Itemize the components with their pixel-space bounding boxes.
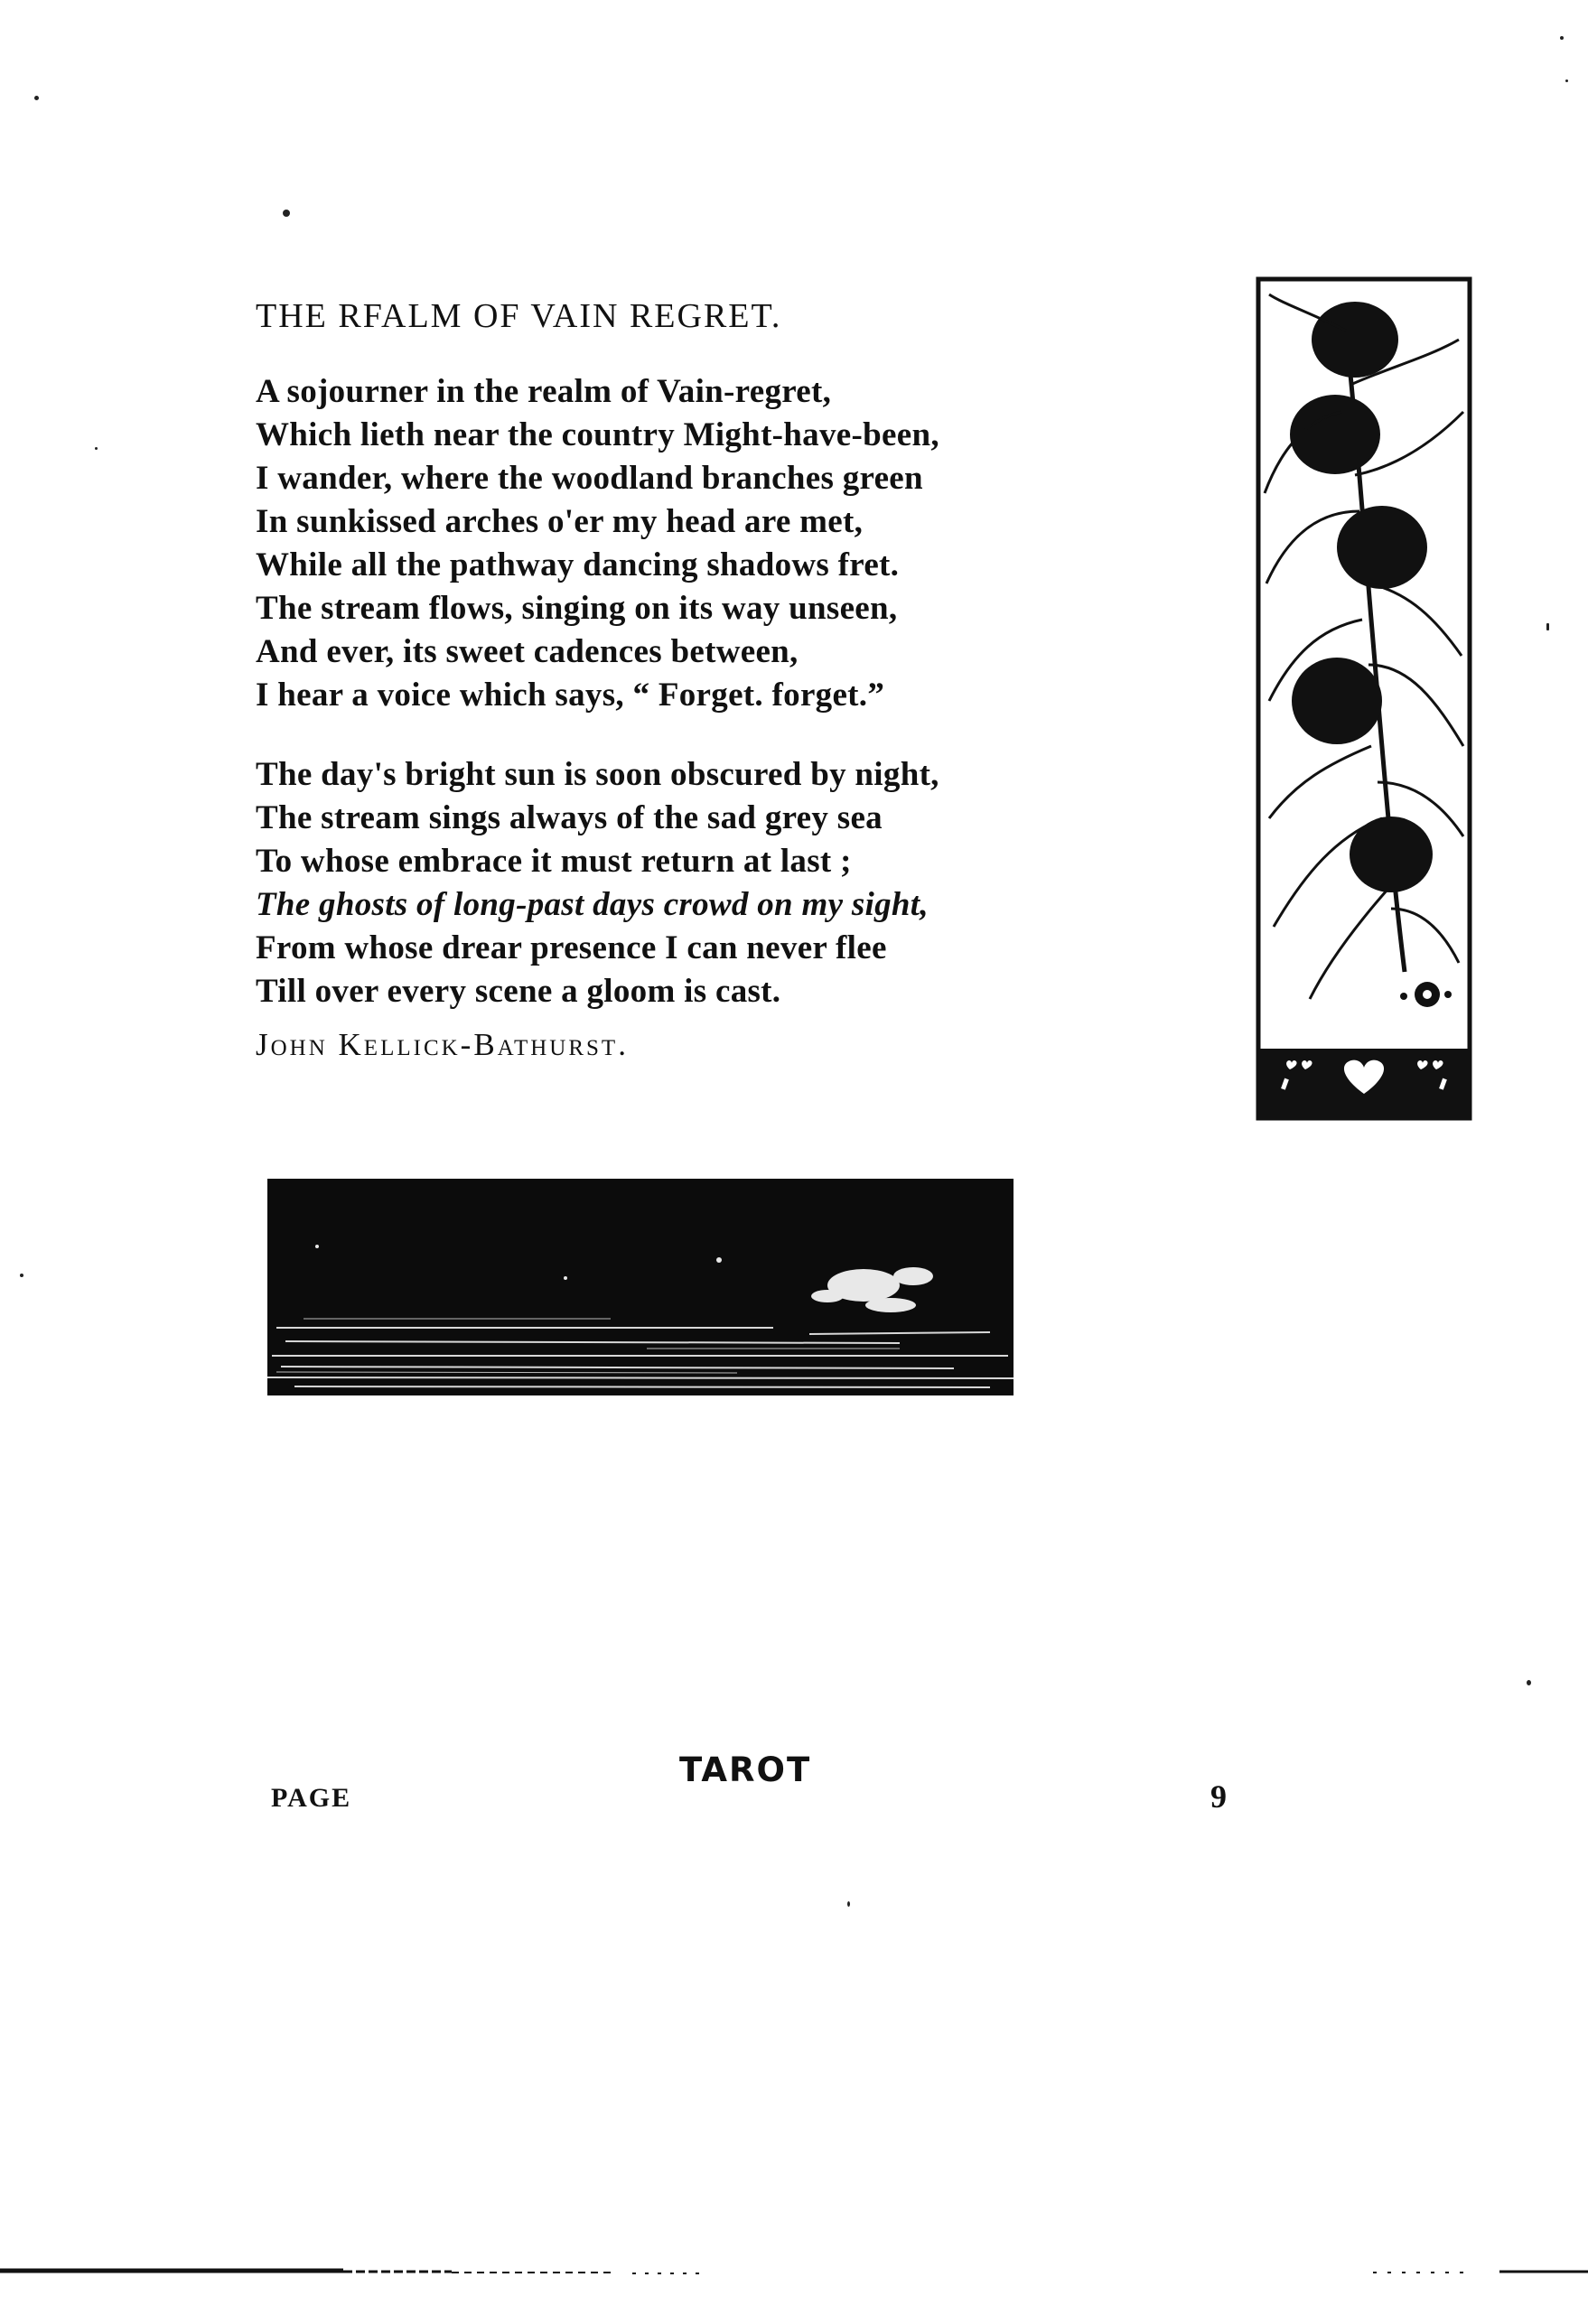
poem-line: The stream flows, singing on its way unseen, — [256, 590, 898, 627]
scan-speck — [1546, 623, 1549, 630]
scan-speck — [1565, 79, 1568, 82]
page-number: 9 — [1210, 1778, 1227, 1815]
poem-line: In sunkissed arches o'er my head are met, — [256, 503, 864, 540]
poem-line: I wander, where the woodland branches green — [256, 460, 923, 497]
poem-line: And ever, its sweet cadences between, — [256, 633, 799, 670]
poem-line: Till over every scene a gloom is cast. — [256, 973, 781, 1010]
poem-line: From whose drear presence I can never flee — [256, 929, 887, 966]
night-sea-woodcut — [267, 1179, 1014, 1395]
running-title: TAROT — [679, 1750, 812, 1789]
scan-speck — [1527, 1680, 1531, 1685]
poem-line: A sojourner in the realm of Vain-regret, — [256, 373, 832, 410]
scan-speck — [95, 447, 98, 450]
poem-line: To whose embrace it must return at last ; — [256, 843, 852, 880]
poem-stanza-1 — [256, 370, 939, 717]
poem-line: Which lieth near the country Might-have-been, — [256, 416, 939, 453]
page-label: PAGE — [271, 1783, 352, 1813]
scan-speck — [20, 1274, 23, 1277]
poem-line: The ghosts of long-past days crowd on my sight, — [256, 886, 929, 923]
poem-line: I hear a voice which says, “ Forget. forget.” — [256, 677, 885, 714]
poem-line: The stream sings always of the sad grey sea — [256, 799, 883, 836]
poem-line: While all the pathway dancing shadows fret. — [256, 546, 900, 583]
scan-speck — [1560, 36, 1564, 40]
scan-speck — [847, 1901, 850, 1907]
scan-speck — [283, 210, 290, 217]
scan-edge-rule — [0, 2258, 1588, 2285]
peacock-feather-illustration — [1256, 276, 1472, 1121]
poem-author: John Kellick-Bathurst. — [256, 1027, 629, 1062]
poem-line: The day's bright sun is soon obscured by night, — [256, 756, 939, 793]
poem-title: THE RFALM OF VAIN REGRET. — [256, 297, 782, 335]
scan-speck — [34, 96, 39, 100]
poem-stanza-2 — [256, 753, 939, 1013]
